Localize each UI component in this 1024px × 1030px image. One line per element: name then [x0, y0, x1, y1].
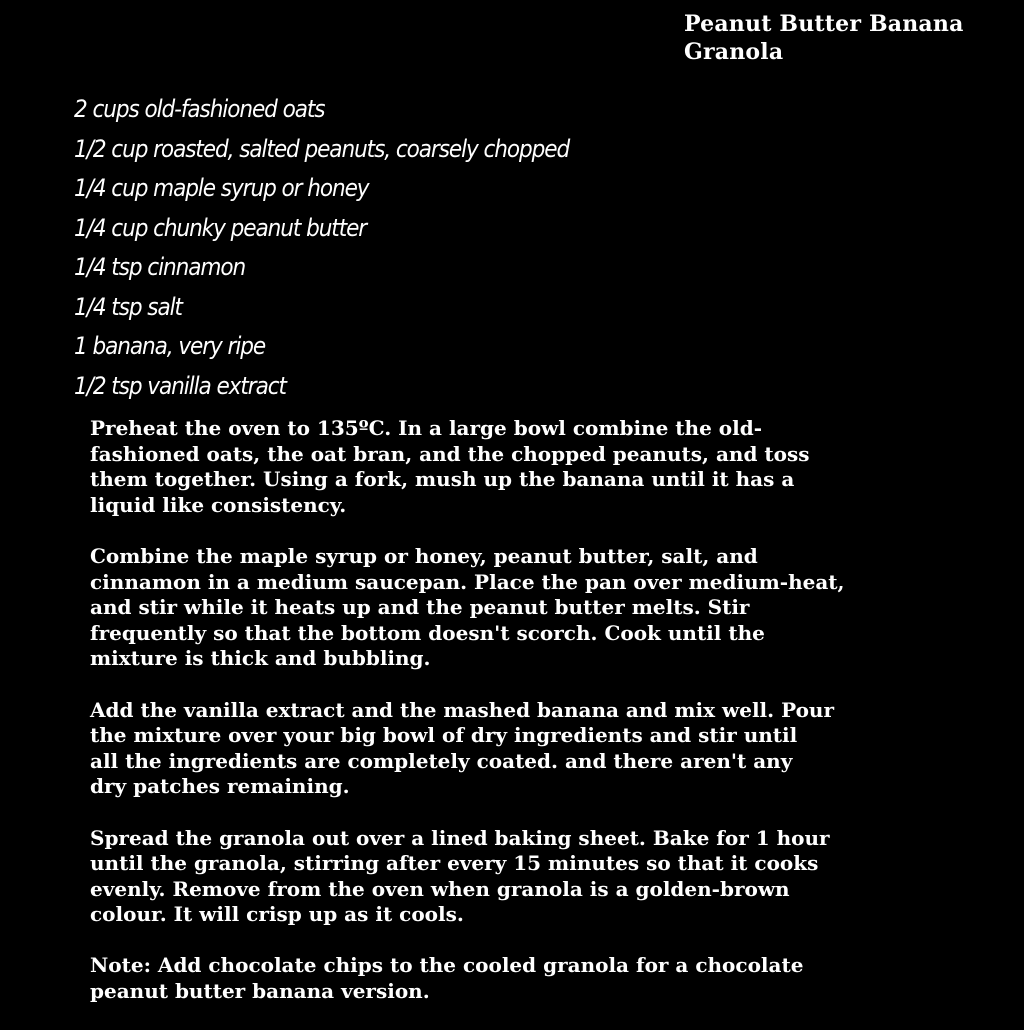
direction-line: Note: Add chocolate chips to the cooled granola for a chocolate [90, 953, 804, 978]
direction-line: Preheat the oven to 135ºC. In a large bowl combine the old- [90, 416, 762, 440]
ingredient-item: 1/4 cup chunky peanut butter [74, 213, 367, 242]
recipe-title [684, 10, 1014, 66]
direction-line: liquid like consistency. [90, 492, 347, 517]
ingredient-item: 2 cups old-fashioned oats [74, 95, 325, 123]
direction-line: cinnamon in a medium saucepan. Place the pan over medium-heat, [90, 569, 845, 594]
direction-line: frequently so that the bottom doesn't scorch. Cook until the [90, 620, 765, 645]
direction-line: dry patches remaining. [90, 774, 350, 799]
recipe-title-line: Granola [684, 39, 784, 65]
ingredient-item: 1/2 cup roasted, salted peanuts, coarsely chopped [74, 134, 570, 163]
direction-step [90, 544, 980, 672]
direction-line: colour. It will crisp up as it cools. [90, 902, 464, 927]
direction-line: the mixture over your big bowl of dry ingredients and stir until [90, 723, 798, 748]
direction-line: and stir while it heats up and the peanut butter melts. Stir [90, 595, 750, 620]
direction-step [90, 416, 980, 518]
directions [90, 416, 980, 1030]
direction-line: Add the vanilla extract and the mashed banana and mix well. Pour [90, 697, 835, 722]
ingredient-item: 1/4 cup maple syrup or honey [74, 174, 369, 202]
direction-step [90, 698, 980, 800]
ingredient-item: 1/4 tsp salt [74, 292, 182, 321]
ingredient-item: 1 banana, very ripe [74, 332, 266, 360]
direction-line: Combine the maple syrup or honey, peanut butter, salt, and [90, 543, 758, 568]
direction-line: peanut butter banana version. [90, 979, 430, 1004]
direction-line: them together. Using a fork, mush up the banana until it has a [90, 467, 795, 492]
recipe-title-line: Peanut Butter Banana [684, 11, 964, 37]
direction-step [90, 826, 980, 928]
direction-line: Spread the granola out over a lined baking sheet. Bake for 1 hour [90, 825, 830, 850]
direction-line: evenly. Remove from the oven when granola is a golden-brown [90, 876, 790, 901]
direction-line: until the granola, stirring after every 15 minutes so that it cooks [90, 851, 819, 876]
ingredient-item: 1/2 tsp vanilla extract [74, 371, 286, 400]
ingredient-list [74, 90, 569, 406]
direction-line: mixture is thick and bubbling. [90, 646, 431, 671]
recipe-note [90, 953, 980, 1004]
direction-line: all the ingredients are completely coated. and there aren't any [90, 748, 793, 773]
ingredient-item: 1/4 tsp cinnamon [74, 253, 246, 281]
direction-line: fashioned oats, the oat bran, and the chopped peanuts, and toss [90, 441, 810, 466]
